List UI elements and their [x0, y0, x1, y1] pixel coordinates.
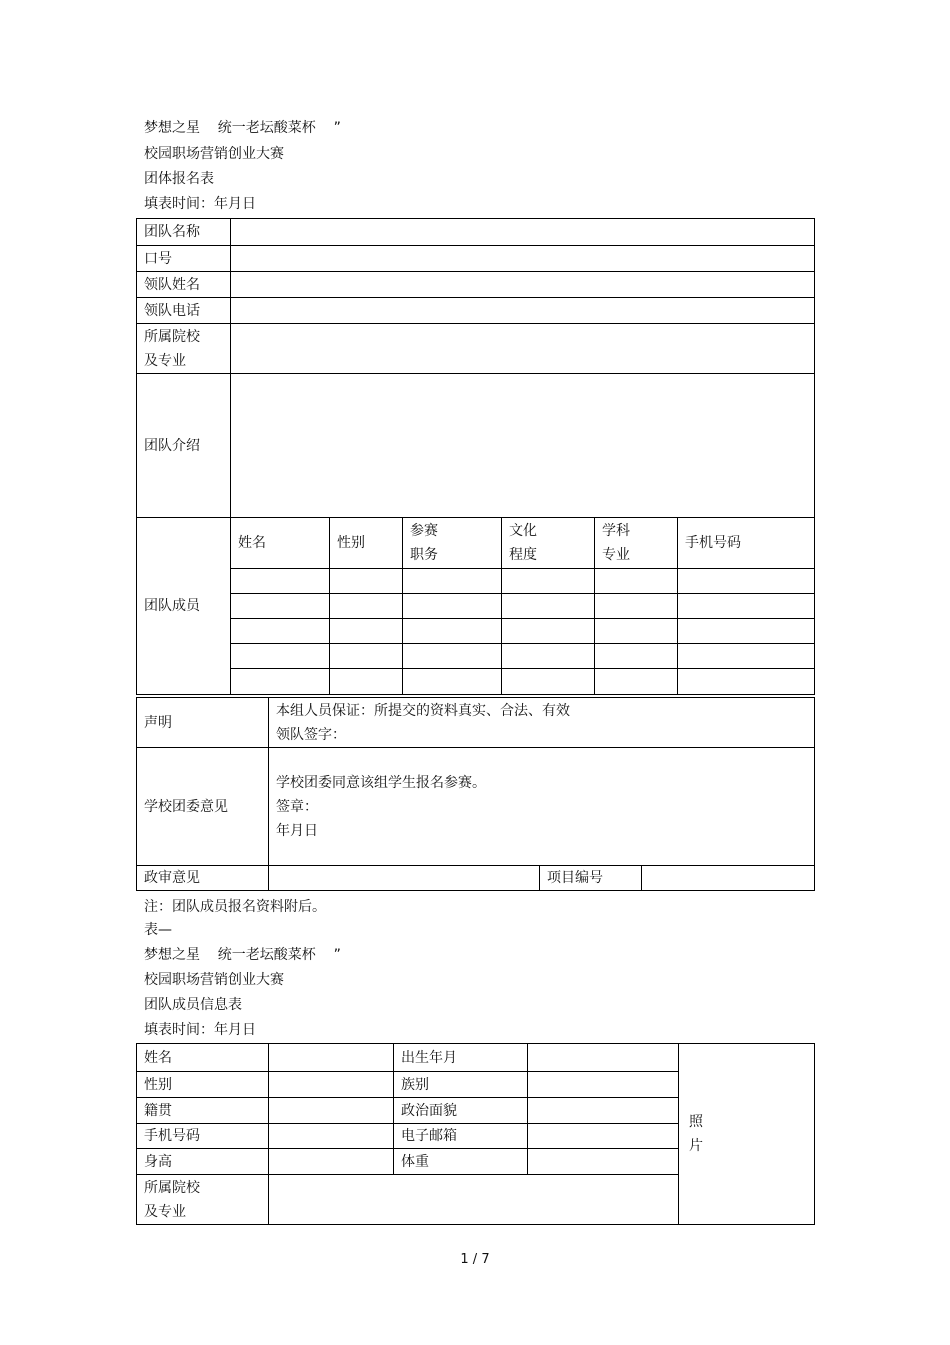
member-col-major-l1: 学科: [602, 523, 630, 539]
declaration-label: 声明: [137, 698, 269, 748]
member-cell[interactable]: [231, 619, 330, 644]
ethnicity-field[interactable]: [528, 1072, 679, 1098]
member-col-name: 姓名: [231, 518, 330, 569]
political-label: 政治面貌: [394, 1098, 528, 1124]
gender-field[interactable]: [269, 1072, 394, 1098]
member-cell[interactable]: [403, 569, 502, 594]
member-cell[interactable]: [330, 644, 403, 669]
form1-date-line: 填表时间：年月日: [144, 196, 256, 212]
leader-phone-label: 领队电话: [137, 298, 231, 324]
phone-label: 手机号码: [137, 1124, 269, 1149]
school-label: 所属院校: [144, 328, 200, 345]
team-members-label: 团队成员: [137, 518, 231, 695]
major-label: 及专业: [144, 352, 186, 369]
hometown-label: 籍贯: [137, 1098, 269, 1124]
leader-phone-field[interactable]: [231, 298, 815, 324]
form2-date-line: 填表时间：年月日: [144, 1022, 256, 1038]
member-row: [137, 619, 815, 644]
member-cell[interactable]: [403, 594, 502, 619]
height-label: 身高: [137, 1149, 269, 1175]
hometown-field[interactable]: [269, 1098, 394, 1124]
leader-name-field[interactable]: [231, 272, 815, 298]
birth-field[interactable]: [528, 1044, 679, 1072]
declaration-cell: [269, 698, 815, 748]
member-cell[interactable]: [595, 569, 678, 594]
member-cell[interactable]: [502, 644, 595, 669]
form1-note: 注：团队成员报名资料附后。: [144, 899, 326, 915]
member-col-edu: [502, 518, 595, 569]
member-col-role-l1: 参赛: [410, 523, 438, 539]
member-cell[interactable]: [330, 619, 403, 644]
school-major-field[interactable]: [231, 324, 815, 374]
member-cell[interactable]: [595, 669, 678, 695]
member-cell[interactable]: [330, 594, 403, 619]
member-cell[interactable]: [678, 669, 815, 695]
slogan-field[interactable]: [231, 246, 815, 272]
opinion-date: 年月日: [276, 822, 318, 839]
project-no-label: 项目编号: [540, 866, 642, 891]
form2-title-line1: 梦想之星 统一老坛酸菜杯 ”: [144, 947, 341, 963]
form1-title-line3: 团体报名表: [144, 171, 214, 187]
team-name-field[interactable]: [231, 219, 815, 246]
height-field[interactable]: [269, 1149, 394, 1175]
school-opinion-label: 学校团委意见: [137, 748, 269, 866]
photo-cell[interactable]: [679, 1044, 815, 1225]
photo-label-1: 照: [689, 1114, 703, 1130]
member-row: [137, 594, 815, 619]
team-name-label: 团队名称: [137, 219, 231, 246]
member-cell[interactable]: [403, 619, 502, 644]
member-row: [137, 569, 815, 594]
member-cell[interactable]: [595, 594, 678, 619]
member-cell[interactable]: [678, 644, 815, 669]
member-cell[interactable]: [330, 669, 403, 695]
school-opinion-text: 学校团委同意该组学生报名参赛。: [276, 774, 486, 791]
member-col-phone: 手机号码: [678, 518, 815, 569]
ethnicity-label: 族别: [394, 1072, 528, 1098]
school-opinion-cell: [269, 748, 815, 866]
page-number: 1 / 7: [460, 1252, 490, 1267]
member-cell[interactable]: [678, 569, 815, 594]
weight-label: 体重: [394, 1149, 528, 1175]
member-col-gender: 性别: [330, 518, 403, 569]
member-cell[interactable]: [231, 569, 330, 594]
member-cell[interactable]: [403, 669, 502, 695]
photo-label-2: 片: [689, 1138, 703, 1154]
member-cell[interactable]: [595, 619, 678, 644]
gender-label: 性别: [137, 1072, 269, 1098]
team-intro-field[interactable]: [231, 374, 815, 518]
leader-sign-label: 领队签字：: [276, 726, 346, 743]
seal-label: 签章：: [276, 798, 318, 815]
weight-field[interactable]: [528, 1149, 679, 1175]
team-registration-table: [136, 218, 815, 695]
form1-title-line2: 校园职场营销创业大赛: [144, 146, 284, 162]
phone-field[interactable]: [269, 1124, 394, 1149]
review-field[interactable]: [269, 866, 540, 891]
school-major-label-2: [137, 1175, 269, 1225]
form2-title-line2: 校园职场营销创业大赛: [144, 972, 284, 988]
form2-table-label: 表—: [144, 922, 172, 938]
member-col-role-l2: 职务: [410, 547, 438, 563]
member-col-edu-l2: 程度: [509, 547, 537, 563]
name-label: 姓名: [137, 1044, 269, 1072]
member-info-table: [136, 1043, 815, 1225]
email-field[interactable]: [528, 1124, 679, 1149]
leader-name-label: 领队姓名: [137, 272, 231, 298]
member-col-major: [595, 518, 678, 569]
member-row: [137, 669, 815, 695]
form2-title-line3: 团队成员信息表: [144, 997, 242, 1013]
member-col-major-l2: 专业: [602, 547, 630, 563]
school-label-2: 所属院校: [144, 1179, 200, 1196]
member-row: [137, 644, 815, 669]
birth-label: 出生年月: [394, 1044, 528, 1072]
member-col-role: [403, 518, 502, 569]
member-cell[interactable]: [502, 619, 595, 644]
member-cell[interactable]: [678, 594, 815, 619]
member-cell[interactable]: [678, 619, 815, 644]
political-field[interactable]: [528, 1098, 679, 1124]
member-cell[interactable]: [595, 644, 678, 669]
school-major-field-2[interactable]: [269, 1175, 679, 1225]
name-field[interactable]: [269, 1044, 394, 1072]
email-label: 电子邮箱: [394, 1124, 528, 1149]
member-cell[interactable]: [231, 669, 330, 695]
member-cell[interactable]: [330, 569, 403, 594]
member-cell[interactable]: [231, 594, 330, 619]
school-major-label: [137, 324, 231, 374]
major-label-2: 及专业: [144, 1203, 186, 1220]
team-intro-label: 团队介绍: [137, 374, 231, 518]
member-cell[interactable]: [502, 569, 595, 594]
review-label: 政审意见: [137, 866, 269, 891]
member-cell[interactable]: [502, 669, 595, 695]
form1-title-line1: 梦想之星 统一老坛酸菜杯 ”: [144, 120, 341, 136]
member-cell[interactable]: [502, 594, 595, 619]
member-cell[interactable]: [403, 644, 502, 669]
project-no-field[interactable]: [642, 866, 815, 891]
slogan-label: 口号: [137, 246, 231, 272]
member-cell[interactable]: [231, 644, 330, 669]
declaration-table: [136, 697, 815, 891]
declaration-text: 本组人员保证：所提交的资料真实、合法、有效: [276, 702, 570, 719]
member-col-edu-l1: 文化: [509, 523, 537, 539]
